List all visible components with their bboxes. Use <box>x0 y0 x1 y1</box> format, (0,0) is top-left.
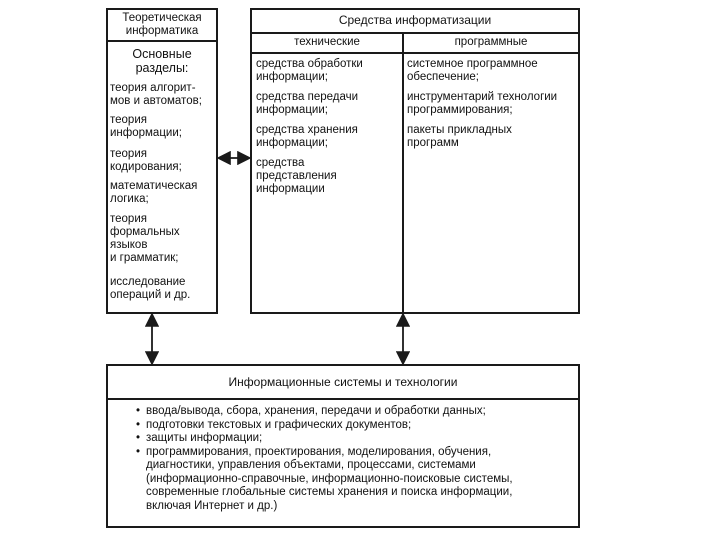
theory-item-2: теория информации; <box>110 114 182 139</box>
soft-item-2: инструментарий технологии программирования; <box>407 91 558 116</box>
tech-item-1: средства обработки информации; <box>256 58 363 83</box>
tech-item-4: средства представления информации <box>256 157 337 195</box>
soft-item-1: системное программное обеспечение; <box>407 58 538 83</box>
systems-title: Информационные системы и технологии <box>228 375 458 389</box>
theory-item-5: теория формальных языков и грамматик; <box>110 213 180 264</box>
theory-item-6: исследование операций и др. <box>110 276 191 301</box>
tech-item-2: средства передачи информации; <box>256 91 359 116</box>
systems-bullet-4: • программирования, проектирования, моделирования, обучения, диагностики, управления объектами, процессами, системами (информационно-справочные, информационно-поисковые системы, современные глобальные системы хранения и поиска информации, включая Интернет и др.) <box>136 446 576 514</box>
tech-item-3: средства хранения информации; <box>256 124 358 149</box>
theory-item-1: теория алгорит- мов и автоматов; <box>110 82 202 107</box>
tools-title: Средства информатизации <box>338 13 492 27</box>
theory-item-3: теория кодирования; <box>110 148 182 173</box>
soft-item-3: пакеты прикладных программ <box>407 124 512 149</box>
tools-col-tech-header: технические <box>294 36 360 48</box>
systems-bullet-3: • защиты информации; <box>136 432 576 446</box>
theory-item-4: математическая логика; <box>110 180 198 205</box>
theory-sections-heading: Основные разделы: <box>132 47 192 75</box>
theory-title: Теоретическая информатика <box>122 12 202 37</box>
systems-bullet-1: • ввода/вывода, сбора, хранения, передачи и обработки данных; <box>136 405 576 419</box>
tools-col-soft-header: программные <box>454 36 528 48</box>
systems-bullet-2: • подготовки текстовых и графических документов; <box>136 419 576 433</box>
